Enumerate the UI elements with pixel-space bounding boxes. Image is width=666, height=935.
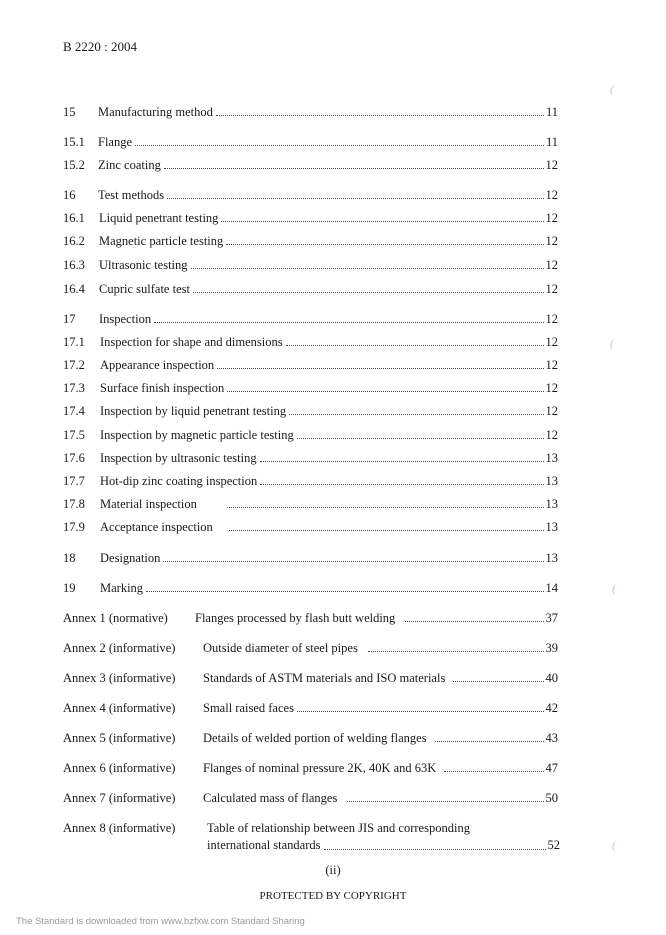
- section-title: Test methods: [98, 188, 165, 202]
- page-number: 11: [545, 105, 558, 119]
- dot-leader: [227, 391, 543, 392]
- section-title: Hot-dip zinc coating inspection: [100, 474, 258, 488]
- scan-mark: (: [610, 336, 614, 350]
- page-number: 12: [545, 381, 558, 395]
- page-number: 42: [545, 701, 558, 715]
- toc-entry-17-4[interactable]: [63, 403, 558, 419]
- page-number: 12: [545, 158, 558, 172]
- annex-label: Annex 8 (informative): [63, 821, 176, 835]
- section-number: 17.7: [63, 474, 85, 488]
- page-number: 37: [545, 611, 558, 625]
- toc-entry-17-5[interactable]: [63, 427, 558, 443]
- toc-annex-6[interactable]: [63, 760, 558, 776]
- toc-entry-15-1[interactable]: [63, 134, 558, 150]
- section-title: Appearance inspection: [100, 358, 215, 372]
- annex-label: Annex 2 (informative): [63, 641, 176, 655]
- section-number: 17.8: [63, 497, 85, 511]
- toc-annex-1[interactable]: [63, 610, 558, 626]
- section-title: Surface finish inspection: [100, 381, 225, 395]
- dot-leader: [193, 292, 544, 293]
- toc-annex-7[interactable]: [63, 790, 558, 806]
- section-title: Cupric sulfate test: [99, 282, 190, 296]
- dot-leader: [324, 849, 546, 850]
- annex-title: Flanges of nominal pressure 2K, 40K and 63K: [203, 761, 437, 775]
- toc-annex-2[interactable]: [63, 640, 558, 656]
- section-number: 16.2: [63, 234, 85, 248]
- section-title: Designation: [100, 551, 161, 565]
- section-number: 16.4: [63, 282, 85, 296]
- dot-leader: [405, 621, 543, 622]
- page-number: 12: [545, 335, 558, 349]
- dot-leader: [297, 711, 544, 712]
- download-source-notice: The Standard is downloaded from www.bzfxw.com Standard Sharing: [16, 916, 305, 927]
- annex-title: Small raised faces: [203, 701, 294, 715]
- page-number: 12: [545, 282, 558, 296]
- page-number: 13: [545, 474, 558, 488]
- toc-entry-17-1[interactable]: [63, 334, 558, 350]
- section-number: 17.5: [63, 428, 85, 442]
- section-number: 16: [63, 188, 76, 202]
- toc-entry-17[interactable]: [63, 311, 558, 327]
- page-number: 12: [545, 211, 558, 225]
- section-title: Zinc coating: [98, 158, 161, 172]
- page-number: 12: [545, 258, 558, 272]
- dot-leader: [221, 221, 543, 222]
- toc-entry-17-6[interactable]: [63, 450, 558, 466]
- toc-annex-4[interactable]: [63, 700, 558, 716]
- dot-leader: [216, 115, 544, 116]
- dot-leader: [163, 561, 543, 562]
- section-number: 15.2: [63, 158, 85, 172]
- page-number: 12: [545, 358, 558, 372]
- toc-entry-16-4[interactable]: [63, 281, 558, 297]
- page-number: 13: [545, 520, 558, 534]
- section-title: Magnetic particle testing: [99, 234, 224, 248]
- dot-leader: [435, 741, 544, 742]
- page-number: 13: [545, 451, 558, 465]
- section-title: Flange: [98, 135, 133, 149]
- page-number: 52: [547, 838, 560, 852]
- dot-leader: [347, 801, 543, 802]
- section-number: 16.3: [63, 258, 85, 272]
- section-title: Marking: [100, 581, 144, 595]
- dot-leader: [297, 438, 544, 439]
- annex-title: Flanges processed by flash butt welding: [195, 611, 396, 625]
- toc-entry-16-1[interactable]: [63, 210, 558, 226]
- page-number: 39: [545, 641, 558, 655]
- page-number: 12: [545, 404, 558, 418]
- section-title: Inspection: [99, 312, 152, 326]
- toc-entry-17-7[interactable]: [63, 473, 558, 489]
- page-roman-number: (ii): [325, 863, 341, 877]
- toc-entry-15[interactable]: [63, 104, 558, 120]
- annex-label: Annex 7 (informative): [63, 791, 176, 805]
- dot-leader: [135, 145, 544, 146]
- section-number: 17: [63, 312, 76, 326]
- toc-entry-17-8[interactable]: [63, 496, 558, 512]
- scan-mark: (: [612, 838, 616, 852]
- scan-mark: (: [612, 581, 616, 595]
- section-title: Inspection for shape and dimensions: [100, 335, 283, 349]
- section-title: Acceptance inspection: [100, 520, 213, 534]
- section-number: 18: [63, 551, 76, 565]
- section-number: 17.4: [63, 404, 85, 418]
- toc-entry-16-3[interactable]: [63, 257, 558, 273]
- section-number: 17.3: [63, 381, 85, 395]
- dot-leader: [444, 771, 543, 772]
- section-number: 15: [63, 105, 76, 119]
- section-number: 17.2: [63, 358, 85, 372]
- document-id: B 2220 : 2004: [63, 39, 138, 54]
- dot-leader: [226, 244, 543, 245]
- annex-title-line-1: Table of relationship between JIS and corresponding: [207, 821, 470, 835]
- annex-label: Annex 1 (normative): [63, 611, 168, 625]
- scan-mark: (: [610, 82, 614, 96]
- annex-label: Annex 5 (informative): [63, 731, 176, 745]
- toc-annex-3[interactable]: [63, 670, 558, 686]
- dot-leader: [191, 268, 544, 269]
- section-number: 19: [63, 581, 76, 595]
- page-number: 13: [545, 497, 558, 511]
- annex-label: Annex 3 (informative): [63, 671, 176, 685]
- annex-title: Calculated mass of flanges: [203, 791, 338, 805]
- section-number: 17.6: [63, 451, 85, 465]
- dot-leader: [164, 168, 544, 169]
- dot-leader: [229, 530, 544, 531]
- dot-leader: [167, 198, 543, 199]
- dot-leader: [286, 345, 544, 346]
- page-number: 12: [545, 312, 558, 326]
- section-title: Manufacturing method: [98, 105, 213, 119]
- dot-leader: [260, 484, 543, 485]
- dot-leader: [227, 507, 544, 508]
- page-number: 12: [545, 428, 558, 442]
- dot-leader: [154, 322, 543, 323]
- section-title: Inspection by magnetic particle testing: [100, 428, 294, 442]
- toc-entry-16[interactable]: [63, 187, 558, 203]
- toc-entry-16-2[interactable]: [63, 233, 558, 249]
- page-number: 13: [545, 551, 558, 565]
- copyright-notice: PROTECTED BY COPYRIGHT: [259, 890, 407, 902]
- page-number: 47: [545, 761, 558, 775]
- annex-label: Annex 6 (informative): [63, 761, 176, 775]
- section-title: Ultrasonic testing: [99, 258, 188, 272]
- toc-entry-19[interactable]: [63, 580, 558, 596]
- section-title: Inspection by ultrasonic testing: [100, 451, 257, 465]
- dot-leader: [368, 651, 544, 652]
- page-number: 12: [545, 188, 558, 202]
- annex-label: Annex 4 (informative): [63, 701, 176, 715]
- dot-leader: [289, 414, 543, 415]
- page-number: 50: [545, 791, 558, 805]
- section-number: 17.1: [63, 335, 85, 349]
- section-title: Liquid penetrant testing: [99, 211, 219, 225]
- toc-entry-15-2[interactable]: [63, 157, 558, 173]
- section-number: 16.1: [63, 211, 85, 225]
- annex-title: Standards of ASTM materials and ISO materials: [203, 671, 446, 685]
- section-title: Inspection by liquid penetrant testing: [100, 404, 287, 418]
- toc-entry-18[interactable]: [63, 550, 558, 566]
- annex-title: Outside diameter of steel pipes: [203, 641, 358, 655]
- toc-entry-17-9[interactable]: [63, 519, 558, 535]
- dot-leader: [146, 591, 543, 592]
- section-number: 15.1: [63, 135, 85, 149]
- dot-leader: [217, 368, 543, 369]
- dot-leader: [260, 461, 544, 462]
- section-number: 17.9: [63, 520, 85, 534]
- page-number: 43: [545, 731, 558, 745]
- page-number: 11: [545, 135, 558, 149]
- page-number: 14: [545, 581, 558, 595]
- annex-title-line-2: international standards: [207, 838, 321, 852]
- toc-annex-5[interactable]: [63, 730, 558, 746]
- page-number: 12: [545, 234, 558, 248]
- section-title: Material inspection: [100, 497, 197, 511]
- dot-leader: [453, 681, 543, 682]
- annex-title-line-2-row: [207, 837, 560, 854]
- page-number: 40: [545, 671, 558, 685]
- annex-title: Details of welded portion of welding flanges: [203, 731, 427, 745]
- toc-entry-17-3[interactable]: [63, 380, 558, 396]
- toc-entry-17-2[interactable]: [63, 357, 558, 373]
